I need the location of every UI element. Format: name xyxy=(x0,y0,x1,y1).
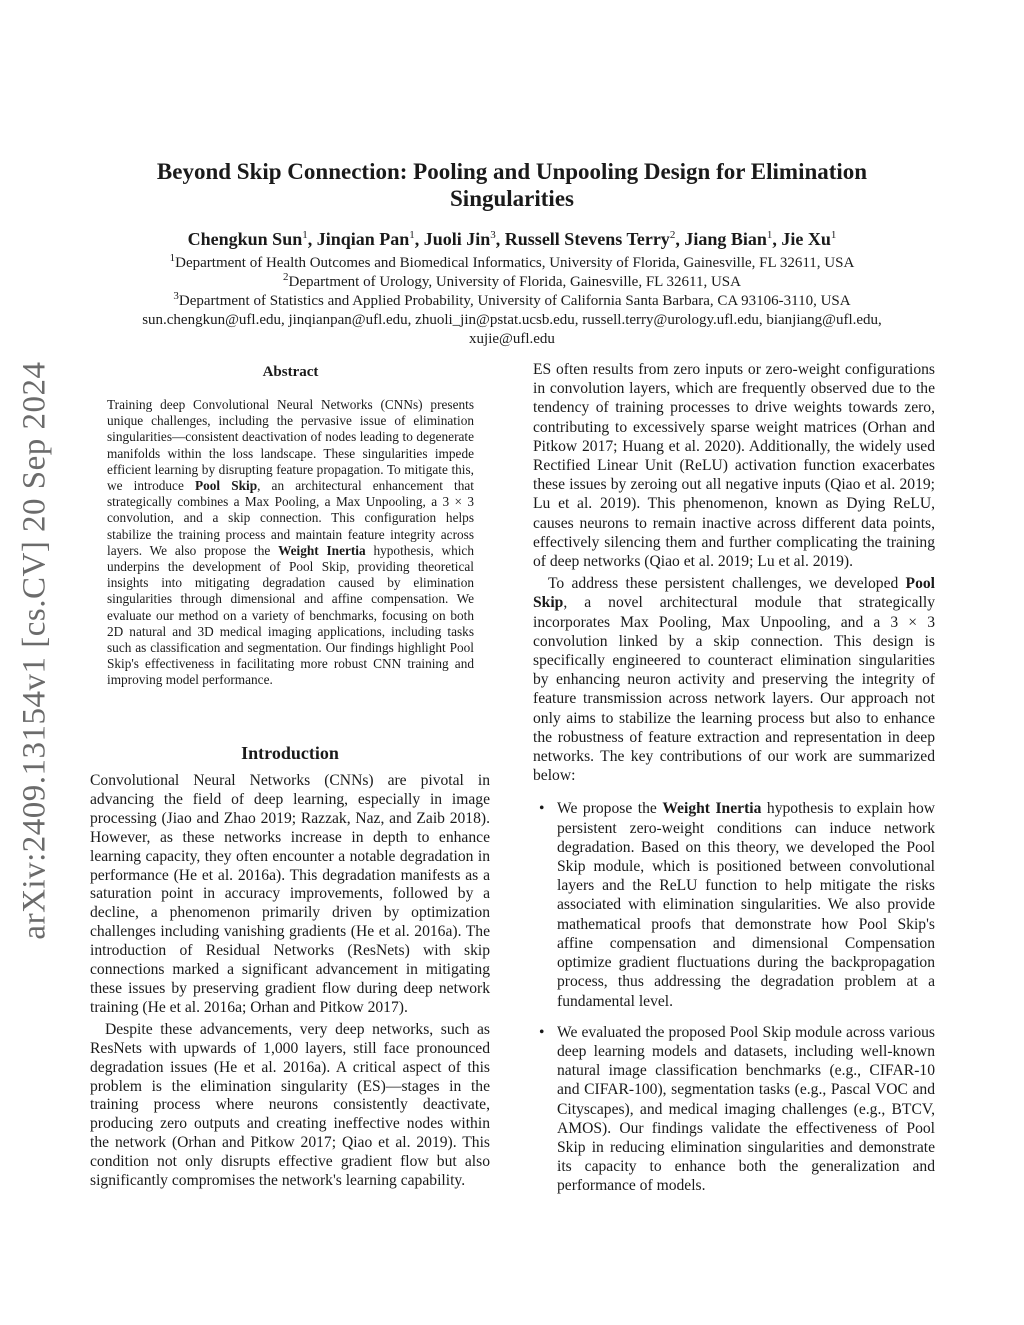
introduction-heading: Introduction xyxy=(241,743,339,763)
introduction-body xyxy=(90,772,490,1191)
author: Juoli Jin$^3$ xyxy=(423,229,496,249)
emails-line: xujie@ufl.edu xyxy=(469,331,555,347)
author: Chengkun Sun$^1$ xyxy=(187,229,308,249)
paragraph: Despite these advancements, very deep networks, such as ResNets with upwards of 1,000 layers, still face pronounced degradation issues (He et al. 2016a). A critical aspect of this problem is the elimination singularity (ES)—stages in the training process where neurons consistently deactivate, producing zero outputs and creating ineffective nodes within the network (Orhan and Pitkow 2017; Qiao et al. 2019). This condition not only disrupts effective gradient flow but also significantly compromises the network's learning capability. xyxy=(90,1020,490,1190)
author: Jinqian Pan$^1$ xyxy=(316,229,415,249)
paragraph: Convolutional Neural Networks (CNNs) are pivotal in advancing the field of deep learning, especially in image processing (Jiao and Zhao 2019; Razzak, Naz, and Zaib 2018). However, as these networks increase in depth to enhance learning capacity, they often encounter a notable degradation in performance (He et al. 2016a). This degradation manifests as a saturation point in accuracy improvements, followed by a decline, a phenomenon primarily driven by optimization challenges including vanishing gradients (He et al. 2016a). The introduction of Residual Networks (ResNets) with skip connections marked a significant advancement in mitigating these issues by preserving gradient flow during deep network training (He et al. 2016a; Orhan and Pitkow 2017). xyxy=(90,772,490,1016)
paper-title: Beyond Skip Connection: Pooling and Unpooling Design for Elimination Singularities xyxy=(156,159,868,211)
right-column xyxy=(533,360,935,1208)
author: Russell Stevens Terry$^2$ xyxy=(504,229,676,249)
author-list: Chengkun Sun$^1$, Jinqian Pan$^1$, Juoli Jin$^3$, Russell Stevens Terry$^2$, Jiang Bian$^1$, Jie Xu$^1$ xyxy=(187,229,837,249)
affiliations xyxy=(60,254,964,349)
contributions-list xyxy=(533,799,935,1195)
author: Jiang Bian$^1$ xyxy=(684,229,773,249)
affiliation: $^1$Department of Health Outcomes and Biomedical Informatics, University of Florida, Gainesville, FL 32611, USA xyxy=(169,252,855,271)
emails-line: sun.chengkun@ufl.edu, jinqianpan@ufl.edu, zhuoli_jin@pstat.ucsb.edu, russell.terry@urology.ufl.edu, bianjiang@ufl.edu, xyxy=(142,312,882,328)
paragraph: ES often results from zero inputs or zero-weight configurations in convolution layers, which are frequently observed due to the tendency of training processes to drive weights towards zero, contributing to excessively sparse weight matrices (Orhan and Pitkow 2017; Huang et al. 2020). Additionally, the widely used Rectified Linear Unit (ReLU) activation function exacerbates these issues by zeroing out all negative inputs (Qiao et al. 2019; Lu et al. 2019). This phenomenon, known as Dying ReLU, causes neurons to remain inactive across different data points, effectively silencing them and further complicating the training of deep networks (Qiao et al. 2019; Lu et al. 2019). xyxy=(533,361,935,571)
affiliation: $^2$Department of Urology, University of Florida, Gainesville, FL 32611, USA xyxy=(283,271,741,290)
arxiv-identifier xyxy=(9,350,61,950)
bullet-icon: • xyxy=(539,1023,545,1041)
arxiv-identifier-text: arXiv:2409.13154v1 [cs.CV] 20 Sep 2024 xyxy=(16,360,53,940)
list-item: • We propose the Weight Inertia hypothesis to explain how persistent zero-weight conditions can induce network degradation. Based on this theory, we developed the Pool Skip module, which is positioned between convolutional layers and the ReLU function to help mitigate the risks associated with elimination singularities. We also provide mathematical proofs that demonstrate how Pool Skip's affine compensation and dimensional Compensation optimize gradient fluctuations during the backpropagation process, thus addressing the degradation problem at a fundamental level. xyxy=(539,800,935,1010)
abstract-body: Training deep Convolutional Neural Networks (CNNs) presents unique challenges, including the pervasive issue of elimination singularities—consistent deactivation of nodes leading to degenerate manifolds within the loss landscape. These singularities impede efficient learning by disrupting feature propagation. To mitigate this, we introduce Pool Skip, an architectural enhancement that strategically combines a Max Pooling, a Max Unpooling, a 3 × 3 convolution, and a skip connection. This configuration helps stabilize the training process and maintain feature integrity across layers. We also propose the Weight Inertia hypothesis, which underpins the development of Pool Skip, providing theoretical insights into mitigating degradation caused by elimination singularities through dimensional and affine compensation. We evaluate our method on a variety of benchmarks, focusing on both 2D natural and 3D medical imaging applications, including tasks such as classification and segmentation. Our findings highlight Pool Skip's effectiveness in facilitating more robust CNN training and improving model performance. xyxy=(107,397,474,688)
bullet-icon: • xyxy=(539,800,545,818)
author: Jie Xu$^1$ xyxy=(781,229,837,249)
paragraph: To address these persistent challenges, we developed Pool Skip, a novel architectural module that strategically incorporates Max Pooling, Max Unpooling, and a 3 × 3 convolution linked by a skip connection. This design is specifically engineered to counteract elimination singularities by enhancing neuron activity and preserving the integrity of feature transmission across network layers. Our approach not only aims to stabilize the learning process but also to enhance the robustness of feature extraction and representation in deep networks. The key contributions of our work are summarized below: xyxy=(533,575,935,785)
abstract-heading: Abstract xyxy=(262,364,319,380)
affiliation: $^3$Department of Statistics and Applied Probability, University of California Santa Barbara, CA 93106-3110, USA xyxy=(173,290,851,309)
list-item: • We evaluated the proposed Pool Skip module across various deep learning models and datasets, including well-known natural image classification benchmarks (e.g., CIFAR-10 and CIFAR-100), segmentation tasks (e.g., Pascal VOC and Cityscapes), and medical imaging challenges (e.g., BTCV, AMOS). Our findings validate the effectiveness of Pool Skip in reducing elimination singularities and demonstrate its capacity to enhance both the generalization and performance of models. xyxy=(539,1023,935,1195)
